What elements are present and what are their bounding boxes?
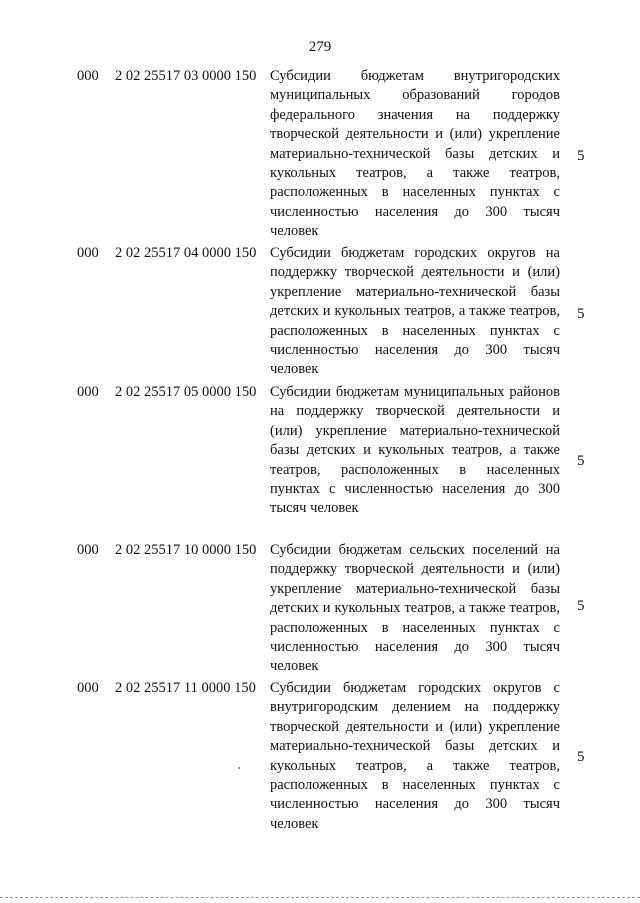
income-description: Субсидии бюджетам городских округов на поддержку творческой деятельности и (или) укрепление материально-технической базы детских и кукольных театров, а также театров, расположенных в населенных пунктах с численностью населения до 300 тысяч человек: [270, 245, 560, 378]
income-description: Субсидии бюджетам внутригородских муниципальных образований городов федерального значения на поддержку творческой деятельности и (или) укрепление материально-технической базы детских и кукольных театров, а также театров, расположенных в населенных пунктах с численностью населения до 300 тысяч человек: [270, 68, 560, 240]
normative-value: 5: [577, 598, 585, 614]
admin-code: 000: [77, 245, 99, 261]
scan-edge-divider: [0, 897, 640, 898]
budget-classification-code: 2 02 25517 11 0000 150: [115, 680, 256, 696]
budget-classification-code: 2 02 25517 04 0000 150: [115, 245, 257, 261]
income-description: Субсидии бюджетам муниципальных районов на поддержку творческой деятельности и (или) укрепление материально-технической базы детских и кукольных театров, а также театров, расположенных в населенных пунктах с численностью населения до 300 тысяч человек: [270, 384, 560, 517]
income-description: Субсидии бюджетам городских округов с внутригородским делением на поддержку творческой деятельности и (или) укрепление материально-технической базы детских и кукольных театров, а также театров, расположенных в населенных пунктах с численностью населения до 300 тысяч человек: [270, 680, 560, 832]
budget-classification-code: 2 02 25517 03 0000 150: [115, 68, 257, 84]
admin-code: 000: [77, 384, 99, 400]
normative-value: 5: [577, 306, 585, 322]
admin-code: 000: [77, 68, 99, 84]
budget-classification-code: 2 02 25517 10 0000 150: [115, 542, 257, 558]
admin-code: 000: [77, 680, 99, 696]
normative-value: 5: [577, 453, 585, 469]
admin-code: 000: [77, 542, 99, 558]
normative-value: 5: [577, 749, 585, 765]
normative-value: 5: [577, 148, 585, 164]
income-description: Субсидии бюджетам сельских поселений на поддержку творческой деятельности и (или) укрепление материально-технической базы детских и кукольных театров, а также театров, расположенных в населенных пунктах с численностью населения до 300 тысяч человек: [270, 542, 560, 675]
scan-speck: [238, 767, 240, 769]
budget-classification-code: 2 02 25517 05 0000 150: [115, 384, 257, 400]
page-number: 279: [308, 39, 332, 55]
